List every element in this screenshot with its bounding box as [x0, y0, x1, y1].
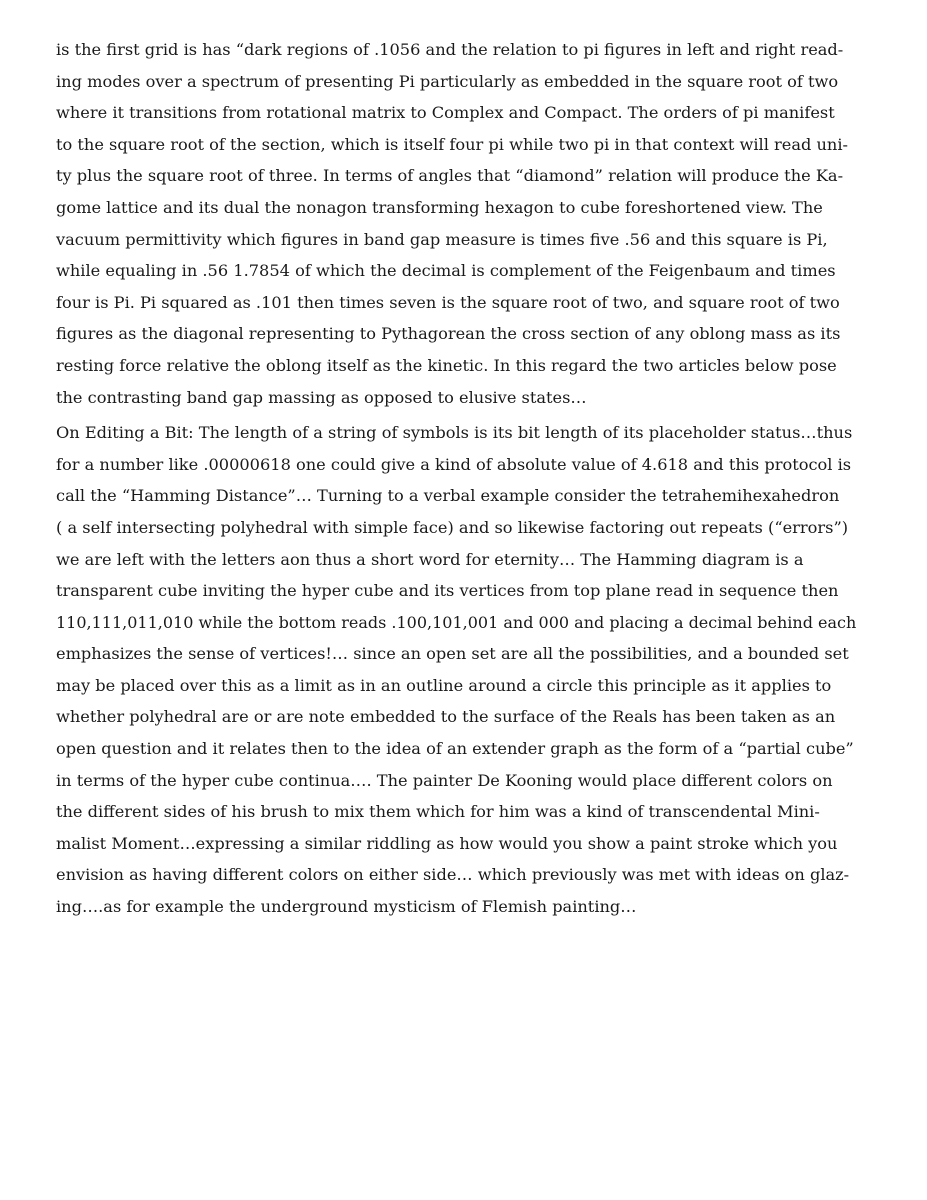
text-line: malist Moment…expressing a similar riddling as how would you show a paint stroke which you: [56, 833, 838, 853]
text-line: ( a self intersecting polyhedral with simple face) and so likewise factoring out repeats (“errors”): [56, 517, 849, 537]
text-line: ing modes over a spectrum of presenting Pi particularly as embedded in the square root of two: [56, 71, 839, 91]
text-line: 110,111,011,010 while the bottom reads .100,101,001 and 000 and placing a decimal behind each: [56, 612, 857, 632]
text-line: while equaling in .56 1.7854 of which the decimal is complement of the Feigenbaum and times: [56, 261, 836, 281]
text-line: the different sides of his brush to mix them which for him was a kind of transcendental Mini-: [56, 802, 820, 822]
text-line: where it transitions from rotational matrix to Complex and Compact. The orders of pi manifest: [56, 103, 835, 123]
text-line: vacuum permittivity which figures in band gap measure is times five .56 and this square is Pi,: [56, 229, 828, 249]
text-line: for a number like .00000618 one could give a kind of absolute value of 4.618 and this protocol is: [56, 454, 852, 474]
text-line: in terms of the hyper cube continua…. The painter De Kooning would place different colors on: [56, 770, 833, 790]
text-line: may be placed over this as a limit as in an outline around a circle this principle as it applies to: [56, 675, 832, 695]
text-line: On Editing a Bit: The length of a string of symbols is its bit length of its placeholder status…thus: [56, 423, 853, 443]
text-line: the contrasting band gap massing as opposed to elusive states…: [56, 387, 587, 407]
text-line: to the square root of the section, which is itself four pi while two pi in that context will read uni-: [56, 134, 849, 154]
text-line: figures as the diagonal representing to Pythagorean the cross section of any oblong mass as its: [56, 324, 841, 344]
text-line: ty plus the square root of three. In terms of angles that “diamond” relation will produce the Ka-: [56, 166, 844, 186]
paragraph-2: [56, 417, 856, 923]
text-line: gome lattice and its dual the nonagon transforming hexagon to cube foreshortened view. The: [56, 197, 823, 217]
text-line: transparent cube inviting the hyper cube and its vertices from top plane read in sequence then: [56, 581, 839, 601]
text-line: four is Pi. Pi squared as .101 then times seven is the square root of two, and square root of two: [56, 292, 840, 312]
text-line: we are left with the letters aon thus a short word for eternity… The Hamming diagram is a: [56, 549, 804, 569]
text-line: call the “Hamming Distance”… Turning to a verbal example consider the tetrahemihexahedron: [56, 486, 840, 506]
text-line: is the first grid is has “dark regions of .1056 and the relation to pi figures in left and right read-: [56, 40, 844, 59]
text-line: ing….as for example the underground mysticism of Flemish painting…: [56, 897, 637, 917]
text-line: envision as having different colors on either side… which previously was met with ideas on glaz-: [56, 865, 850, 885]
paragraph-1: [56, 34, 856, 413]
text-line: emphasizes the sense of vertices!… since an open set are all the possibilities, and a bounded set: [56, 644, 849, 664]
text-line: resting force relative the oblong itself as the kinetic. In this regard the two articles below pose: [56, 355, 837, 375]
text-line: open question and it relates then to the idea of an extender graph as the form of a “partial cube”: [56, 739, 854, 759]
text-line: whether polyhedral are or are note embedded to the surface of the Reals has been taken as an: [56, 707, 836, 727]
body-text: [56, 34, 856, 923]
